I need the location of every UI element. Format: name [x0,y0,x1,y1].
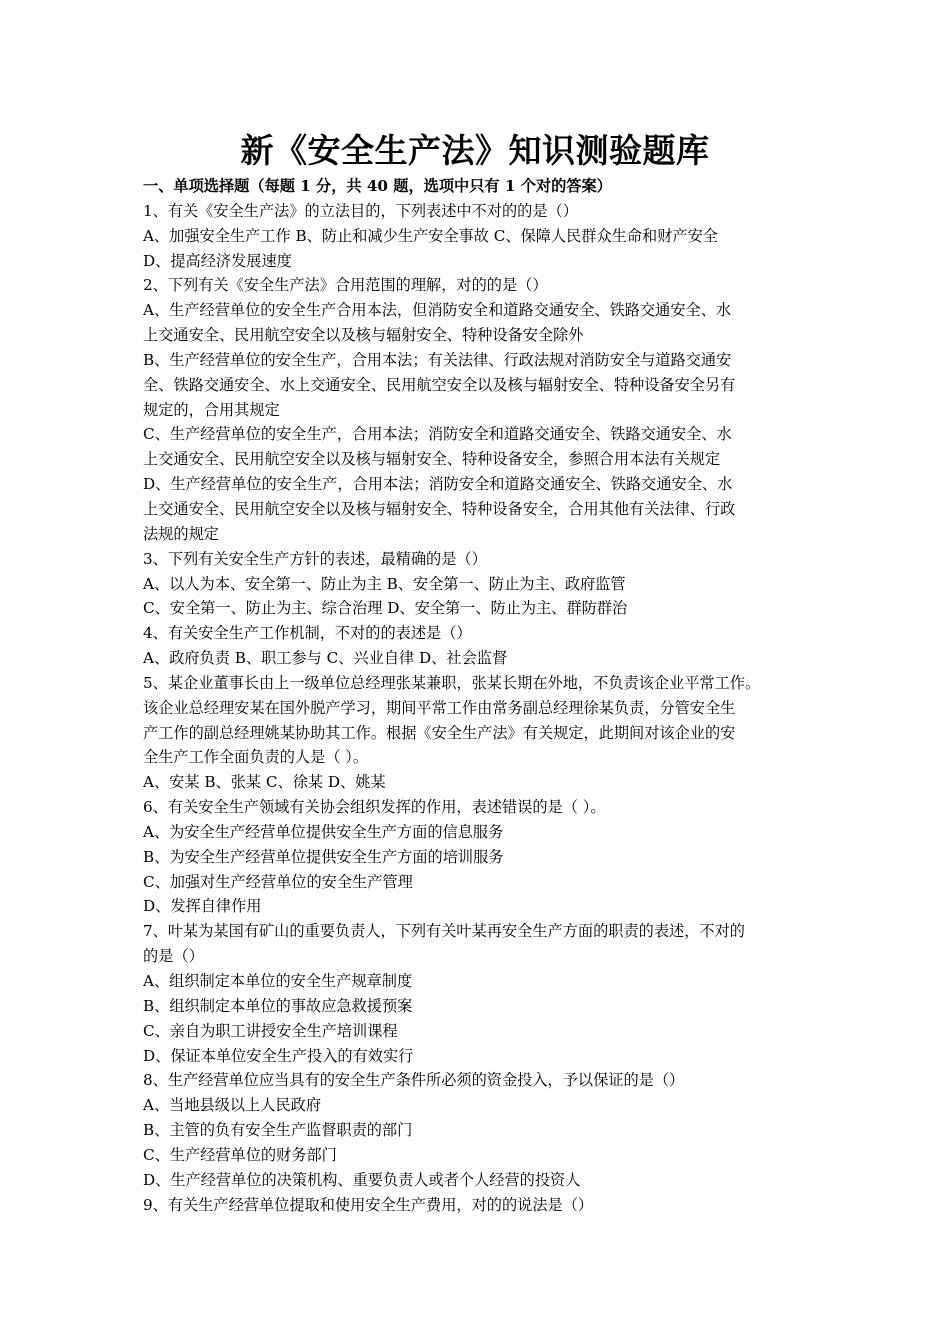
section-heading: 一、单项选择题（每题 1 分，共 40 题，选项中只有 1 个对的答案） [143,177,612,195]
text-line: 全、铁路交通安全、水上交通安全、民用航空安全以及核与辐射安全、特种设备安全另有 [143,375,736,394]
text-line: C、安全第一、防止为主、综合治理 D、安全第一、防止为主、群防群治 [143,599,628,618]
text-line: 7、叶某为某国有矿山的重要负责人，下列有关叶某再安全生产方面的职责的表述，不对的 [143,922,745,941]
text-line: B、为安全生产经营单位提供安全生产方面的培训服务 [143,847,504,866]
text-line: A、以人为本、安全第一、防止为主 B、安全第一、防止为主、政府监管 [143,574,626,593]
text-line: D、保证本单位安全生产投入的有效实行 [143,1046,414,1065]
text-line: 8、生产经营单位应当具有的安全生产条件所必须的资金投入，予以保证的是（） [143,1071,685,1090]
text-line: A、组织制定本单位的安全生产规章制度 [143,972,413,990]
text-line: B、主管的负有安全生产监督职责的部门 [143,1121,413,1140]
text-line: 产工作的副总经理姚某协助其工作。根据《安全生产法》有关规定，此期间对该企业的安 [143,723,736,742]
text-line: 5、某企业董事长由上一级单位总经理张某兼职，张某长期在外地，不负责该企业平常工作。 [143,673,761,692]
text-line: A、生产经营单位的安全生产合用本法，但消防安全和道路交通安全、铁路交通安全、水 [143,301,732,320]
text-line: 该企业总经理安某在国外脱产学习，期间平常工作由常务副总经理徐某负责，分管安全生 [143,698,736,717]
text-line: A、安某 B、张某 C、徐某 D、姚某 [143,773,386,792]
text-line: C、亲自为职工讲授安全生产培训课程 [143,1021,398,1040]
text-line: D、生产经营单位的决策机构、重要负责人或者个人经营的投资人 [143,1170,581,1189]
text-line: A、为安全生产经营单位提供安全生产方面的信息服务 [143,822,504,841]
document-title: 新《安全生产法》知识测验题库 [240,131,710,170]
text-line: 1、有关《安全生产法》的立法目的，下列表述中不对的的是（） [143,201,578,220]
text-line: 上交通安全、民用航空安全以及核与辐射安全、特种设备安全，参照合用本法有关规定 [143,450,721,469]
text-line: A、加强安全生产工作 B、防止和减少生产安全事故 C、保障人民群众生命和财产安全 [143,226,718,245]
text-line: 规定的，合用其规定 [143,400,280,419]
text-line: 上交通安全、民用航空安全以及核与辐射安全、特种设备安全，合用其他有关法律、行政 [143,499,736,518]
text-line: D、生产经营单位的安全生产，合用本法；消防安全和道路交通安全、铁路交通安全、水 [143,475,733,494]
text-line: 4、有关安全生产工作机制，不对的的表述是（） [143,624,472,643]
text-line: D、发挥自律作用 [143,897,262,916]
text-line: C、生产经营单位的财务部门 [143,1145,337,1164]
text-line: C、加强对生产经营单位的安全生产管理 [143,872,413,891]
document-body [143,174,833,1217]
text-line: D、提高经济发展速度 [143,251,292,270]
text-line: A、当地县级以上人民政府 [143,1096,322,1115]
text-line: 2、下列有关《安全生产法》合用范围的理解，对的的是（） [143,276,548,295]
text-line: 6、有关安全生产领域有关协会组织发挥的作用，表述错误的是（ ）。 [143,798,606,817]
text-line: 的是（） [143,947,204,966]
text-line: B、组织制定本单位的事故应急救援预案 [143,996,413,1015]
text-line: A、政府负责 B、职工参与 C、兴业自律 D、社会监督 [143,649,508,668]
text-line: 法规的规定 [143,524,219,543]
text-line: 上交通安全、民用航空安全以及核与辐射安全、特种设备安全除外 [143,326,584,345]
text-line: B、生产经营单位的安全生产，合用本法；有关法律、行政法规对消防安全与道路交通安 [143,350,732,369]
text-line: 3、下列有关安全生产方针的表述，最精确的是（） [143,549,487,568]
text-line: 9、有关生产经营单位提取和使用安全生产费用，对的的说法是（） [143,1195,594,1214]
text-line: 全生产工作全面负责的人是（ ）。 [143,748,369,767]
text-line: C、生产经营单位的安全生产，合用本法；消防安全和道路交通安全、铁路交通安全、水 [143,425,732,444]
